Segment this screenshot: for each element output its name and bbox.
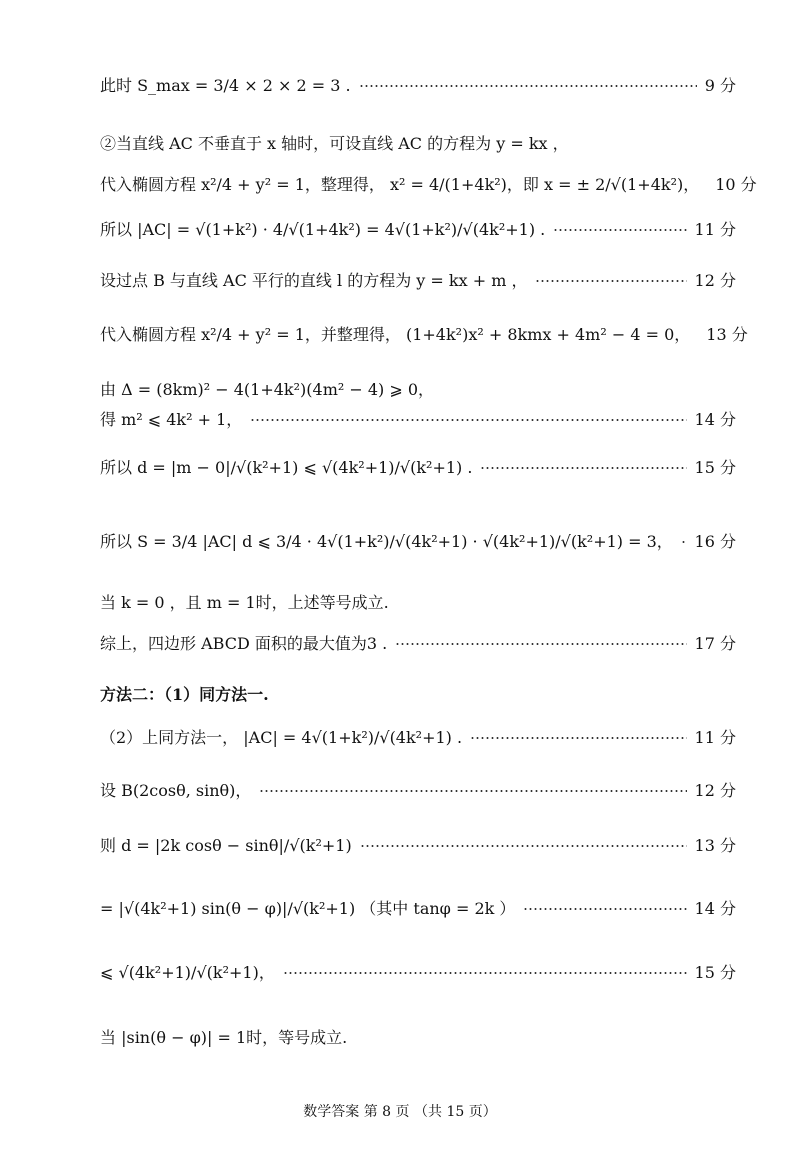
solution-text: ②当直线 AC 不垂直于 x 轴时，可设直线 AC 的方程为 y = kx ， bbox=[100, 134, 569, 153]
solution-text: 当 k = 0 ，且 m = 1时，上述等号成立. bbox=[100, 593, 389, 612]
solution-line-17 bbox=[100, 899, 736, 918]
score-mark: 16 分 bbox=[694, 532, 736, 551]
score-mark: 15 分 bbox=[694, 963, 736, 982]
solution-text: 则 d = |2k cosθ − sinθ|/√(k²+1) bbox=[100, 836, 352, 855]
leader-dots bbox=[250, 419, 686, 421]
solution-text: 代入椭圆方程 x²/4 + y² = 1，并整理得， (1+4k²)x² + 8kmx + 4m² − 4 = 0， bbox=[100, 325, 691, 344]
score-mark: 15 分 bbox=[694, 458, 736, 477]
solution-line-5 bbox=[100, 271, 736, 290]
leader-dots bbox=[283, 972, 687, 974]
leader-dots bbox=[535, 280, 686, 282]
solution-line-3 bbox=[100, 175, 757, 194]
score-mark: 11 分 bbox=[694, 220, 736, 239]
solution-text: 所以 d = |m − 0|/√(k²+1) ⩽ √(4k²+1)/√(k²+1) . bbox=[100, 458, 473, 477]
page-footer: 数学答案 第 8 页 （共 15 页） bbox=[303, 1104, 497, 1120]
solution-text: （2）上同方法一， |AC| = 4√(1+k²)/√(4k²+1) . bbox=[100, 728, 463, 747]
solution-text: = |√(4k²+1) sin(θ − φ)|/√(k²+1) （其中 tanφ = 2k ） bbox=[100, 899, 516, 918]
leader-dots bbox=[480, 467, 686, 469]
solution-line-18 bbox=[100, 963, 736, 982]
solution-line-14 bbox=[100, 728, 736, 747]
solution-text: 得 m² ⩽ 4k² + 1， bbox=[100, 410, 243, 429]
solution-text: 设过点 B 与直线 AC 平行的直线 l 的方程为 y = kx + m ， bbox=[100, 271, 528, 290]
solution-line-11 bbox=[100, 593, 736, 612]
solution-line-16 bbox=[100, 836, 736, 855]
solution-line-19 bbox=[100, 1028, 736, 1047]
solution-text: 由 Δ = (8km)² − 4(1+4k²)(4m² − 4) ⩾ 0， bbox=[100, 380, 435, 399]
solution-line-10 bbox=[100, 532, 736, 551]
solution-line-13 bbox=[100, 685, 736, 704]
solution-line-7 bbox=[100, 380, 736, 399]
score-mark: 14 分 bbox=[694, 410, 736, 429]
leader-dots bbox=[395, 643, 686, 645]
solution-text: 所以 S = 3/4 |AC| d ⩽ 3/4 · 4√(1+k²)/√(4k²+1) · √(4k²+1)/√(k²+1) = 3， bbox=[100, 532, 673, 551]
solution-text: 当 |sin(θ − φ)| = 1时，等号成立. bbox=[100, 1028, 348, 1047]
solution-line-12 bbox=[100, 634, 736, 653]
leader-dots bbox=[470, 737, 686, 739]
leader-dots bbox=[523, 908, 686, 910]
solution-text: 所以 |AC| = √(1+k²) · 4/√(1+4k²) = 4√(1+k²)/√(4k²+1) . bbox=[100, 220, 546, 239]
solution-line-1 bbox=[100, 76, 736, 95]
method-two-heading: 方法二：（1）同方法一. bbox=[100, 685, 269, 704]
leader-dots bbox=[359, 85, 697, 87]
solution-line-4 bbox=[100, 220, 736, 239]
leader-dots bbox=[681, 541, 687, 543]
solution-line-9 bbox=[100, 458, 736, 477]
score-mark: 13 分 bbox=[694, 836, 736, 855]
score-mark: 12 分 bbox=[694, 271, 736, 290]
solution-text: 设 B(2cosθ, sinθ)， bbox=[100, 781, 252, 800]
solution-text: 代入椭圆方程 x²/4 + y² = 1，整理得， x² = 4/(1+4k²)，即 x = ± 2/√(1+4k²)， bbox=[100, 175, 700, 194]
solution-line-2 bbox=[100, 134, 736, 153]
solution-line-15 bbox=[100, 781, 736, 800]
leader-dots bbox=[360, 845, 687, 847]
solution-text: ⩽ √(4k²+1)/√(k²+1)， bbox=[100, 963, 275, 982]
score-mark: 11 分 bbox=[694, 728, 736, 747]
solution-text: 此时 S_max = 3/4 × 2 × 2 = 3 . bbox=[100, 76, 351, 95]
score-mark: 14 分 bbox=[694, 899, 736, 918]
solution-line-8 bbox=[100, 410, 736, 429]
score-mark: 10 分 bbox=[715, 175, 757, 194]
solution-text: 综上，四边形 ABCD 面积的最大值为3 . bbox=[100, 634, 388, 653]
score-mark: 17 分 bbox=[694, 634, 736, 653]
leader-dots bbox=[259, 790, 686, 792]
score-mark: 13 分 bbox=[706, 325, 748, 344]
score-mark: 9 分 bbox=[704, 76, 736, 95]
solution-line-6 bbox=[100, 325, 748, 344]
leader-dots bbox=[553, 229, 686, 231]
score-mark: 12 分 bbox=[694, 781, 736, 800]
